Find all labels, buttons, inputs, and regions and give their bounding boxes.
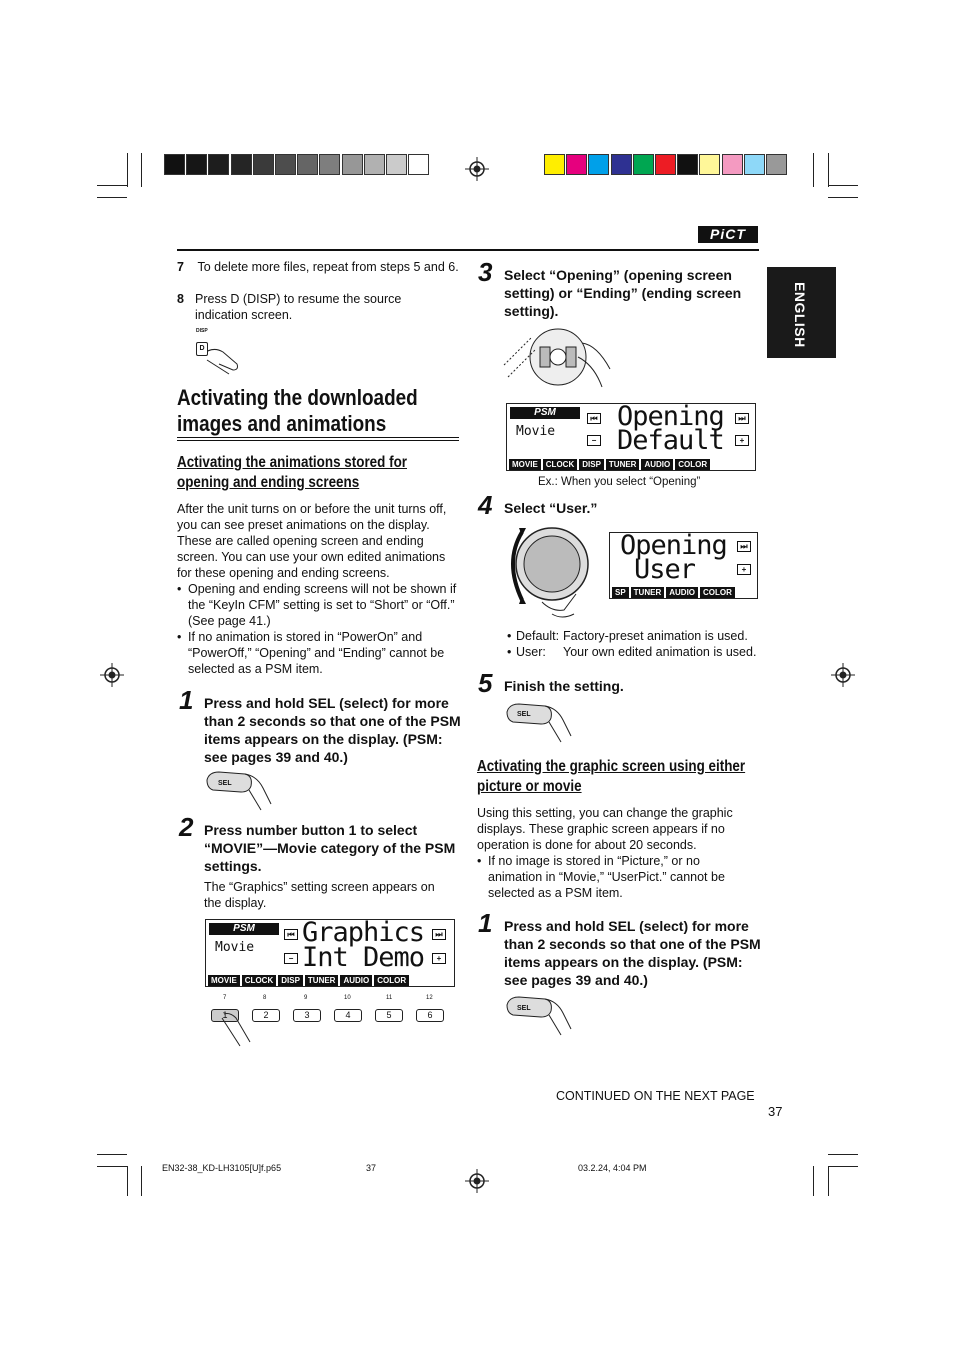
psm-badge: PSM bbox=[209, 923, 279, 935]
color-swatch bbox=[342, 154, 363, 175]
number-button-4[interactable]: 4 bbox=[334, 1009, 362, 1022]
button-alt-label: 9 bbox=[304, 995, 308, 1001]
lcd-category: Movie bbox=[215, 940, 255, 955]
bullet-dot: • bbox=[177, 582, 182, 596]
prev-track-icon: ⏮ bbox=[284, 929, 298, 940]
step-text: Select “Opening” (opening screen setting) or “Ending” (ending screen setting). bbox=[504, 267, 742, 319]
step-number: 7 bbox=[177, 260, 184, 274]
step-8-text: Press D (DISP) to resume the source indication screen. bbox=[195, 292, 402, 322]
color-swatch bbox=[566, 154, 587, 175]
tab-movie: MOVIE bbox=[208, 975, 240, 986]
step-text: Press number button 1 to select “MOVIE”—Movie category of the PSM settings. bbox=[204, 822, 456, 874]
sel-button-label[interactable]: SEL bbox=[517, 711, 531, 718]
crop-mark bbox=[141, 153, 142, 187]
color-swatch bbox=[208, 154, 229, 175]
next-track-icon: ⏭ bbox=[735, 413, 749, 424]
color-swatch bbox=[164, 154, 185, 175]
registration-mark-icon bbox=[465, 1169, 489, 1193]
sub-title: Activating the graphic screen using either picture or movie bbox=[477, 758, 746, 795]
color-swatch bbox=[275, 154, 296, 175]
pict-logo: PiCT bbox=[698, 226, 758, 243]
number-button-3[interactable]: 3 bbox=[293, 1009, 321, 1022]
color-swatch bbox=[386, 154, 407, 175]
color-swatch bbox=[588, 154, 609, 175]
crop-mark bbox=[828, 153, 829, 187]
intro-paragraph: After the unit turns on or before the unit turns off, you can see preset animations on the display. These are called opening screen and ending screen. You can use your own edited animations for these opening and ending screens. bbox=[177, 502, 447, 580]
color-swatch bbox=[186, 154, 207, 175]
color-swatch bbox=[231, 154, 252, 175]
color-swatch bbox=[699, 154, 720, 175]
registration-mark-icon bbox=[465, 157, 489, 181]
lcd-line-2: Default bbox=[617, 425, 724, 456]
tab-color: COLOR bbox=[700, 587, 735, 598]
lcd-line-1: Graphics bbox=[302, 917, 425, 948]
tab-sp: SP bbox=[612, 587, 629, 598]
prev-track-icon: ⏮ bbox=[587, 413, 601, 424]
color-swatch bbox=[744, 154, 765, 175]
color-swatch bbox=[677, 154, 698, 175]
bullet-dot: • bbox=[507, 645, 512, 659]
plus-icon: + bbox=[737, 564, 751, 575]
bullet-dot: • bbox=[477, 854, 482, 868]
color-swatch bbox=[633, 154, 654, 175]
color-swatch bbox=[722, 154, 743, 175]
registration-mark-icon bbox=[831, 663, 855, 687]
step-text: To delete more files, repeat from steps 5 and 6. bbox=[197, 260, 459, 274]
tab-audio: AUDIO bbox=[641, 459, 673, 470]
title-rule bbox=[177, 437, 459, 438]
step-8-number: 8 bbox=[177, 292, 184, 306]
number-button-5[interactable]: 5 bbox=[375, 1009, 403, 1022]
number-button-1[interactable]: 1 bbox=[211, 1009, 239, 1022]
next-track-icon: ⏭ bbox=[432, 929, 446, 940]
main-title: Activating the downloaded images and animations bbox=[177, 385, 418, 436]
finger-press-icon bbox=[220, 1012, 260, 1048]
lcd-display-opening-user bbox=[609, 532, 758, 599]
tab-audio: AUDIO bbox=[340, 975, 372, 986]
sel-finger-icon bbox=[205, 770, 275, 812]
footer-date: 03.2.24, 4:04 PM bbox=[578, 1163, 647, 1173]
lcd-display-opening-default bbox=[506, 403, 756, 471]
step-number: 4 bbox=[478, 490, 493, 520]
color-swatch bbox=[611, 154, 632, 175]
color-swatch bbox=[544, 154, 565, 175]
option-label: User: bbox=[516, 645, 546, 659]
crop-mark bbox=[97, 197, 127, 198]
crop-mark bbox=[828, 1166, 858, 1167]
crop-mark bbox=[828, 1166, 829, 1196]
button-alt-label: 10 bbox=[344, 995, 351, 1001]
side-tab-label: ENGLISH bbox=[792, 282, 808, 348]
crop-mark bbox=[813, 153, 814, 187]
button-alt-label: 11 bbox=[386, 995, 393, 1001]
tab-disp: DISP bbox=[579, 459, 604, 470]
step-note: The “Graphics” setting screen appears on the display. bbox=[204, 880, 435, 910]
tab-disp: DISP bbox=[278, 975, 303, 986]
bullet-dot: • bbox=[177, 630, 182, 644]
lcd-line-2: Int Demo bbox=[302, 942, 425, 973]
control-dial-icon bbox=[502, 522, 608, 622]
tab-tuner: TUNER bbox=[631, 587, 665, 598]
color-swatch bbox=[766, 154, 787, 175]
sel-finger-icon bbox=[505, 995, 575, 1037]
step-text: Select “User.” bbox=[504, 500, 598, 516]
button-alt-label: 8 bbox=[263, 995, 267, 1001]
tab-movie: MOVIE bbox=[509, 459, 541, 470]
tab-clock: CLOCK bbox=[543, 459, 577, 470]
crop-mark bbox=[828, 1154, 858, 1155]
crop-mark bbox=[127, 153, 128, 187]
title-rule bbox=[177, 440, 459, 441]
tab-color: COLOR bbox=[374, 975, 409, 986]
step-text: Press and hold SEL (select) for more than 2 seconds so that one of the PSM items appears on the display. (PSM: see pages 39 and 40.) bbox=[204, 695, 461, 765]
color-swatch bbox=[319, 154, 340, 175]
minus-icon: − bbox=[587, 435, 601, 446]
lcd-line-2: User bbox=[634, 554, 696, 585]
disp-key[interactable]: D bbox=[196, 342, 208, 356]
footer-file: EN32-38_KD-LH3105[U]f.p65 bbox=[162, 1163, 282, 1173]
crop-mark bbox=[97, 1166, 127, 1167]
color-swatch bbox=[297, 154, 318, 175]
plus-icon: + bbox=[432, 953, 446, 964]
next-track-icon: ⏭ bbox=[737, 541, 751, 552]
sel-button-label[interactable]: SEL bbox=[517, 1005, 531, 1012]
control-pad-icon bbox=[502, 325, 617, 390]
color-swatch bbox=[655, 154, 676, 175]
header-rule bbox=[177, 249, 759, 251]
step-number: 5 bbox=[478, 668, 493, 698]
tab-audio: AUDIO bbox=[666, 587, 698, 598]
step-7 bbox=[177, 259, 462, 275]
bullet-dot: • bbox=[507, 629, 512, 643]
bullet-text: If no animation is stored in “PowerOn” and “PowerOff,” “Opening” and “Ending” cannot be selected as a PSM item. bbox=[188, 630, 445, 676]
psm-tabs bbox=[509, 459, 710, 470]
lcd-line-1: Opening bbox=[620, 530, 727, 561]
color-swatch bbox=[253, 154, 274, 175]
lcd-display-graphics bbox=[205, 919, 455, 987]
lcd-line-1: Opening bbox=[617, 401, 724, 432]
continued-note: CONTINUED ON THE NEXT PAGE bbox=[556, 1089, 755, 1103]
color-swatch bbox=[364, 154, 385, 175]
number-button-2[interactable]: 2 bbox=[252, 1009, 280, 1022]
crop-mark bbox=[127, 1166, 128, 1196]
plus-icon: + bbox=[735, 435, 749, 446]
bullet-text: Opening and ending screens will not be shown if the “KeyIn CFM” setting is set to “Short” or “Off.” (See page 41.) bbox=[188, 582, 457, 628]
crop-mark bbox=[141, 1166, 142, 1196]
sel-finger-icon bbox=[505, 702, 575, 744]
button-alt-label: 7 bbox=[223, 995, 227, 1001]
step-text: Finish the setting. bbox=[504, 678, 624, 694]
psm-tabs bbox=[612, 587, 735, 598]
number-button-6[interactable]: 6 bbox=[416, 1009, 444, 1022]
sel-button-label[interactable]: SEL bbox=[218, 780, 232, 787]
disp-label: DISP bbox=[196, 328, 208, 334]
bullet-text: If no image is stored in “Picture,” or no animation in “Movie,” “UserPict.” cannot be selected as a PSM item. bbox=[488, 854, 725, 900]
intro-paragraph: Using this setting, you can change the graphic displays. These graphic screen appears if no operation is done for about 20 seconds. bbox=[477, 806, 733, 852]
step-number: 1 bbox=[179, 685, 194, 715]
sub-title: Activating the animations stored for opening and ending screens bbox=[177, 454, 408, 491]
option-desc: Your own edited animation is used. bbox=[563, 645, 757, 659]
button-alt-label: 12 bbox=[426, 995, 433, 1001]
step-text: Press and hold SEL (select) for more than 2 seconds so that one of the PSM items appears on the display. (PSM: see pages 39 and 40.) bbox=[504, 918, 761, 988]
crop-mark bbox=[97, 1154, 127, 1155]
minus-icon: − bbox=[284, 953, 298, 964]
footer-page: 37 bbox=[366, 1163, 377, 1173]
color-swatch bbox=[408, 154, 429, 175]
lcd-category: Movie bbox=[516, 424, 556, 439]
option-label: Default: bbox=[516, 629, 560, 643]
crop-mark bbox=[828, 185, 858, 186]
lcd-caption: Ex.: When you select “Opening” bbox=[538, 476, 701, 488]
option-desc: Factory-preset animation is used. bbox=[563, 629, 748, 643]
tab-color: COLOR bbox=[675, 459, 710, 470]
page-number: 37 bbox=[768, 1104, 783, 1119]
registration-mark-icon bbox=[100, 663, 124, 687]
crop-mark bbox=[813, 1166, 814, 1196]
crop-mark bbox=[97, 185, 127, 186]
tab-tuner: TUNER bbox=[606, 459, 640, 470]
tab-clock: CLOCK bbox=[242, 975, 276, 986]
psm-badge: PSM bbox=[510, 407, 580, 419]
step-number: 1 bbox=[478, 908, 493, 938]
step-number: 3 bbox=[478, 257, 493, 287]
tab-tuner: TUNER bbox=[305, 975, 339, 986]
psm-tabs bbox=[208, 975, 409, 986]
step-number: 2 bbox=[179, 812, 194, 842]
crop-mark bbox=[828, 197, 858, 198]
